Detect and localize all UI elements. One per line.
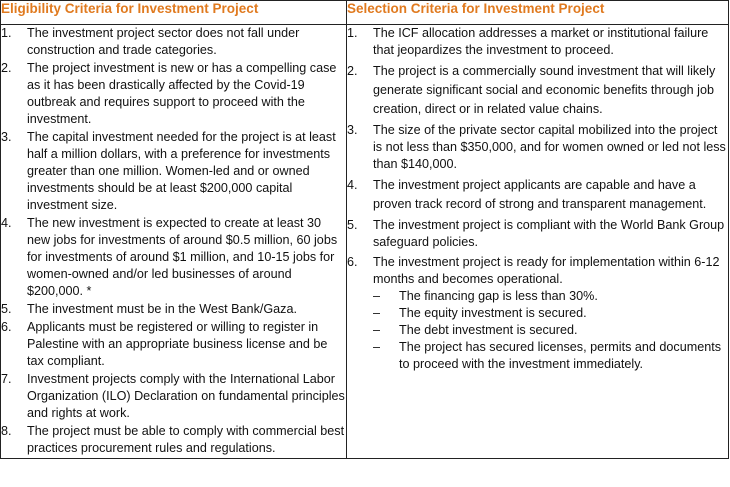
item-number: 6. xyxy=(347,255,358,269)
item-text-wrapper xyxy=(373,254,728,373)
readiness-subitem xyxy=(373,288,728,305)
item-number: 1. xyxy=(347,26,358,40)
eligibility-column xyxy=(1,25,347,459)
selection-item xyxy=(347,62,728,119)
dash-bullet: – xyxy=(373,323,381,337)
selection-header: Selection Criteria for Investment Project xyxy=(347,1,729,25)
selection-item xyxy=(347,122,728,173)
eligibility-list xyxy=(1,25,346,457)
item-number: 3. xyxy=(1,130,12,144)
subitem-text: The project has secured licenses, permits and documents to proceed with the investment immediately. xyxy=(399,340,722,371)
dash-bullet: – xyxy=(373,340,381,354)
item-text: The project investment is new or has a compelling case as it has been drastically affected by the Covid-19 outbreak and requires support to proceed with the investment. xyxy=(27,61,337,126)
eligibility-item xyxy=(1,129,346,214)
item-text: The size of the private sector capital mobilized into the project is not less than $350,000, and for women owned or led not less than $140,000. xyxy=(373,123,726,171)
dash-bullet: – xyxy=(373,289,381,303)
item-text: The investment project applicants are capable and have a proven track record of strong and transparent management. xyxy=(373,178,707,211)
item-text: The capital investment needed for the project is at least half a million dollars, with a preference for investments greater than one million. Women-led and or owned investments should be at least $200,000 capital investment size. xyxy=(27,130,336,212)
eligibility-item xyxy=(1,319,346,370)
subitem-text: The debt investment is secured. xyxy=(399,323,578,337)
selection-item xyxy=(347,254,728,373)
selection-list xyxy=(347,25,728,373)
eligibility-item xyxy=(1,423,346,457)
item-number: 6. xyxy=(1,320,12,334)
item-text: The ICF allocation addresses a market or institutional failure that jeopardizes the investment to proceed. xyxy=(373,26,709,57)
selection-item xyxy=(347,25,728,59)
item-text: The project is a commercially sound investment that will likely generate significant social and economic benefits through job creation, direct or in related value chains. xyxy=(373,64,716,116)
content-row xyxy=(1,25,729,459)
item-number: 4. xyxy=(347,178,358,192)
item-number: 2. xyxy=(347,64,358,78)
item-text: The new investment is expected to create at least 30 new jobs for investments of around $0.5 million, 60 jobs for investments of around $1 million, and 10-15 jobs for women-owned and/or led businesses of around $200,000. * xyxy=(27,216,338,298)
dash-bullet: – xyxy=(373,306,381,320)
eligibility-item xyxy=(1,371,346,422)
selection-item xyxy=(347,176,728,214)
eligibility-item xyxy=(1,215,346,300)
readiness-subitem xyxy=(373,322,728,339)
item-text: The investment project sector does not fall under construction and trade categories. xyxy=(27,26,300,57)
readiness-subitem xyxy=(373,339,728,373)
item-number: 4. xyxy=(1,216,12,230)
item-number: 1. xyxy=(1,26,12,40)
item-number: 5. xyxy=(1,302,12,316)
eligibility-item xyxy=(1,60,346,128)
item-number: 2. xyxy=(1,61,12,75)
item-text: The investment project is ready for implementation within 6-12 months and becomes operational. xyxy=(373,255,720,286)
item-number: 5. xyxy=(347,218,358,232)
readiness-sublist xyxy=(373,288,728,373)
subitem-text: The financing gap is less than 30%. xyxy=(399,289,598,303)
item-text: Applicants must be registered or willing to register in Palestine with an appropriate business license and be tax compliant. xyxy=(27,320,328,368)
selection-column xyxy=(347,25,729,459)
header-row xyxy=(1,1,729,25)
item-number: 3. xyxy=(347,123,358,137)
item-text: The investment project is compliant with the World Bank Group safeguard policies. xyxy=(373,218,725,249)
readiness-subitem xyxy=(373,305,728,322)
selection-item xyxy=(347,217,728,251)
item-text: The project must be able to comply with commercial best practices procurement rules and regulations. xyxy=(27,424,345,455)
item-text: The investment must be in the West Bank/Gaza. xyxy=(27,302,297,316)
eligibility-item xyxy=(1,301,346,318)
subitem-text: The equity investment is secured. xyxy=(399,306,587,320)
eligibility-header: Eligibility Criteria for Investment Project xyxy=(1,1,347,25)
eligibility-item xyxy=(1,25,346,59)
item-number: 7. xyxy=(1,372,12,386)
item-number: 8. xyxy=(1,424,12,438)
item-text: Investment projects comply with the International Labor Organization (ILO) Declaration on fundamental principles and rights at work. xyxy=(27,372,345,420)
